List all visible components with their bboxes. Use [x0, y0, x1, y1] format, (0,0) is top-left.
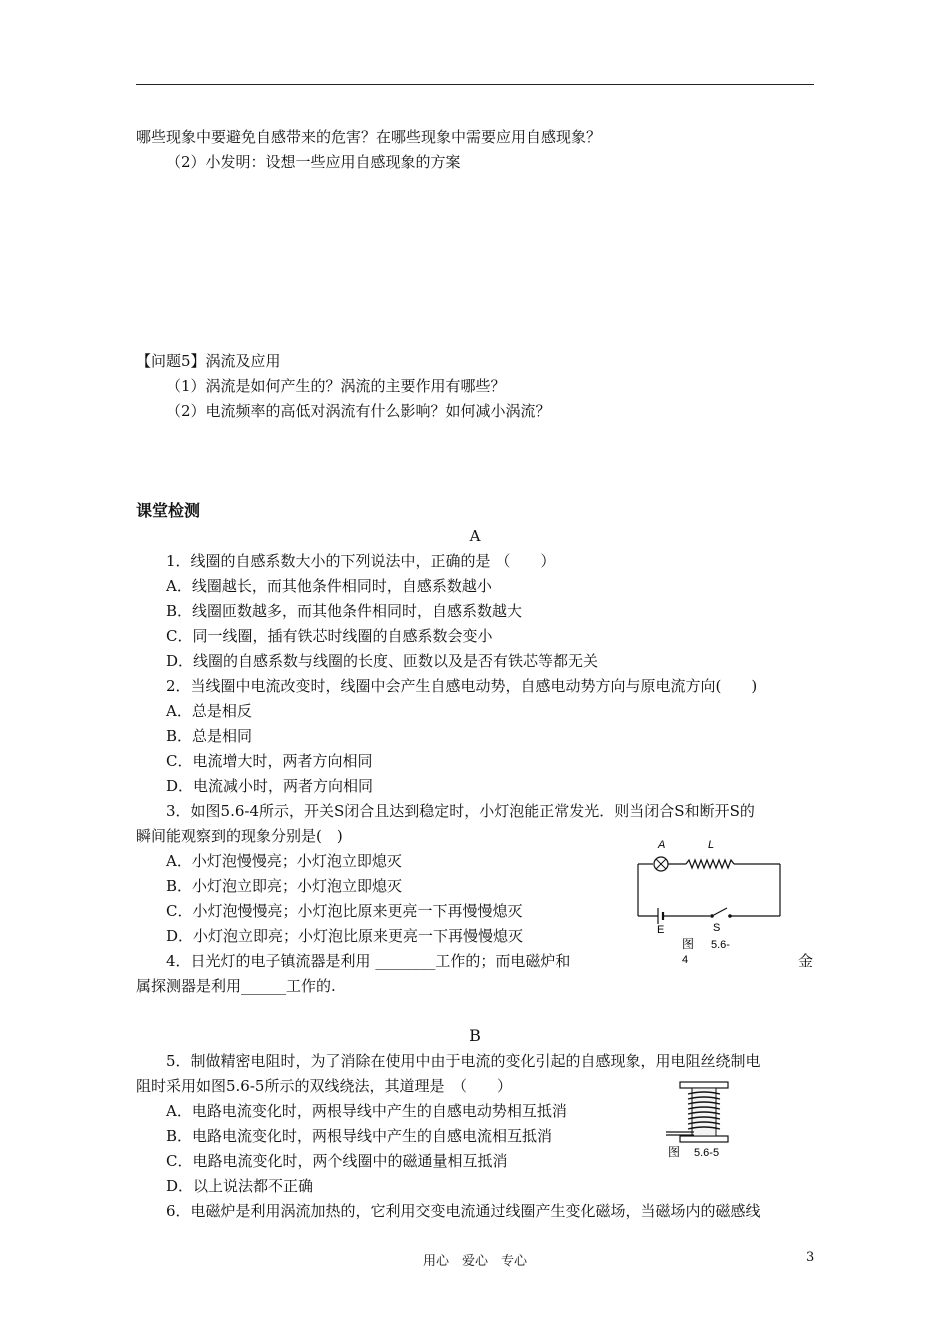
problem5-q1: （1）涡流是如何产生的？涡流的主要作用有哪些？: [166, 377, 506, 395]
q3-option-d: D．小灯泡立即亮；小灯泡比原来更亮一下再慢慢熄灭: [166, 927, 524, 945]
q2-option-a: A．总是相反: [166, 702, 252, 720]
part-a-label: A: [469, 527, 481, 545]
q1-option-a: A．线圈越长，而其他条件相同时，自感系数越小: [166, 577, 492, 595]
coil-figure-5-6-5: [664, 1078, 754, 1160]
q5-stem-2: 阻时采用如图5.6-5所示的双线绕法，其道理是 （ ）: [136, 1077, 512, 1095]
footer-slogan: 用心 爱心 专心: [422, 1254, 527, 1269]
page-number: 3: [806, 1250, 815, 1265]
q6-stem-1: 6．电磁炉是利用涡流加热的，它利用交变电流通过线圈产生变化磁场，当磁场内的磁感线: [166, 1202, 761, 1220]
label-a: A: [658, 839, 666, 851]
caption-564-c: 4: [682, 954, 689, 966]
problem5-q2: （2）电流频率的高低对涡流有什么影响？如何减小涡流？: [166, 402, 551, 420]
q4-line-1: 4．日光灯的电子镇流器是利用 ________工作的；而电磁炉和: [166, 952, 571, 970]
intro-line-1: 哪些现象中要避免自感带来的危害？在哪些现象中需要应用自感现象？: [136, 128, 602, 146]
q2-option-d: D．电流减小时，两者方向相同: [166, 777, 374, 795]
caption-565-a: 图: [668, 1145, 681, 1159]
q5-option-d: D．以上说法都不正确: [166, 1177, 314, 1195]
q1-option-b: B．线圈匝数越多，而其他条件相同时，自感系数越大: [166, 602, 523, 620]
q5-option-c: C．电路电流变化时，两个线圈中的磁通量相互抵消: [166, 1152, 508, 1170]
section-title: 课堂检测: [136, 501, 201, 520]
q3-stem-1: 3．如图5.6-4所示，开关S闭合且达到稳定时，小灯泡能正常发光．则当闭合S和断开S的: [166, 802, 755, 820]
q4-line-1-tail: 金: [798, 952, 814, 970]
q1-option-d: D．线圈的自感系数与线圈的长度、匝数以及是否有铁芯等都无关: [166, 652, 599, 670]
q3-stem-2: 瞬间能观察到的现象分别是( ): [136, 827, 343, 845]
problem5-heading: 【问题5】涡流及应用: [136, 352, 281, 370]
switch-blade: [712, 908, 727, 916]
q4-line-2: 属探测器是利用______工作的.: [136, 977, 336, 995]
coil-top-flange: [680, 1082, 728, 1088]
q3-option-b: B．小灯泡立即亮；小灯泡立即熄灭: [166, 877, 403, 895]
q2-option-b: B．总是相同: [166, 727, 253, 745]
label-s: S: [713, 922, 721, 934]
label-l: L: [708, 839, 715, 851]
q2-stem: 2．当线圈中电流改变时，线圈中会产生自感电动势，自感电动势方向与原电流方向( ): [166, 677, 758, 695]
q5-stem-1: 5．制做精密电阻时，为了消除在使用中由于电流的变化引起的自感现象，用电阻丝绕制电: [166, 1052, 761, 1070]
q3-option-c: C．小灯泡慢慢亮；小灯泡比原来更亮一下再慢慢熄灭: [166, 902, 523, 920]
q5-option-a: A．电路电流变化时，两根导线中产生的自感电动势相互抵消: [166, 1102, 567, 1120]
q2-option-c: C．电流增大时，两者方向相同: [166, 752, 373, 770]
q5-option-b: B．电路电流变化时，两根导线中产生的自感电流相互抵消: [166, 1127, 553, 1145]
coil-bottom-flange: [680, 1136, 728, 1142]
caption-564-a: 图: [682, 937, 695, 951]
caption-565-b: 5.6-5: [694, 1147, 720, 1159]
q1-option-c: C．同一线圈，插有铁芯时线圈的自感系数会变小: [166, 627, 493, 645]
label-e: E: [657, 924, 665, 936]
circuit-figure-5-6-4: [628, 832, 798, 972]
part-b-label: B: [469, 1026, 481, 1045]
q3-option-a: A．小灯泡慢慢亮；小灯泡立即熄灭: [166, 852, 402, 870]
header-rule: [136, 84, 814, 85]
intro-line-2: （2）小发明：设想一些应用自感现象的方案: [166, 153, 461, 171]
q1-stem: 1．线圈的自感系数大小的下列说法中，正确的是 （ ）: [166, 552, 556, 570]
inductor-symbol: [686, 860, 734, 868]
caption-564-b: 5.6-: [711, 939, 730, 951]
